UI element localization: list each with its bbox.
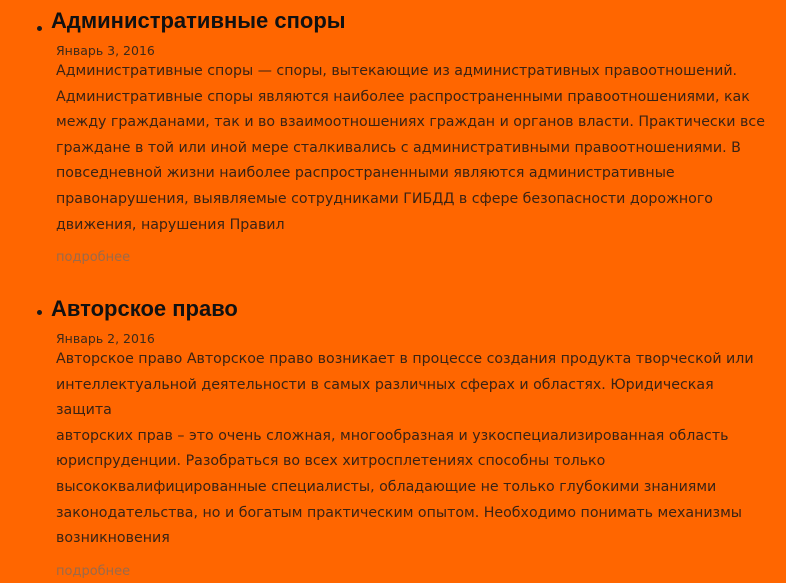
excerpt-line: Административные споры являются наиболее распространенными правоотношениями, как [56,88,750,105]
read-more-link[interactable]: подробнее [56,563,131,579]
excerpt-line: повседневной жизни наиболее распространенными являются административные [56,165,675,182]
excerpt-line: правонарушения, выявляемые сотрудниками ГИБДД в сфере безопасности дорожного [56,190,713,207]
post-item [0,296,786,579]
post-date: Январь 2, 2016 [56,331,155,346]
excerpt-line: граждане в той или иной мере сталкивались с административными правоотношениями. В [56,139,741,156]
post-item [0,8,786,265]
excerpt-line: Авторское право Авторское право возникает в процессе создания продукта творческой или [56,351,754,367]
list-bullet [37,310,42,315]
excerpt-line: возникновения [56,530,170,547]
excerpt-line: высококвалифицированные специалисты, обладающие не только глубокими знаниями [56,478,717,495]
post-title-link[interactable]: Административные споры [51,8,346,33]
excerpt-line: юриспруденции. Разобраться во всех хитросплетениях способны только [56,453,606,470]
list-bullet [37,26,42,31]
post-excerpt [56,59,768,238]
excerpt-line: законодательства, но и богатым практическим опытом. Необходимо понимать механизмы [56,504,743,521]
excerpt-line: движения, нарушения Правил [56,216,285,233]
post-title-link[interactable]: Авторское право [51,296,238,321]
excerpt-line: между гражданами, так и во взаимоотношениях граждан и органов власти. Практически все [56,114,765,131]
excerpt-line: интеллектуальной деятельности в самых различных сферах и областях. Юридическая защита [56,376,714,419]
post-excerpt [56,347,768,552]
excerpt-line: авторских прав – это очень сложная, многообразная и узкоспециализированная область [56,427,729,444]
post-title [51,296,766,322]
read-more-link[interactable]: подробнее [56,250,131,266]
post-date: Январь 3, 2016 [56,43,155,58]
excerpt-line: Административные споры — споры, вытекающие из административных правоотношений. [56,63,738,79]
post-title [51,8,766,34]
